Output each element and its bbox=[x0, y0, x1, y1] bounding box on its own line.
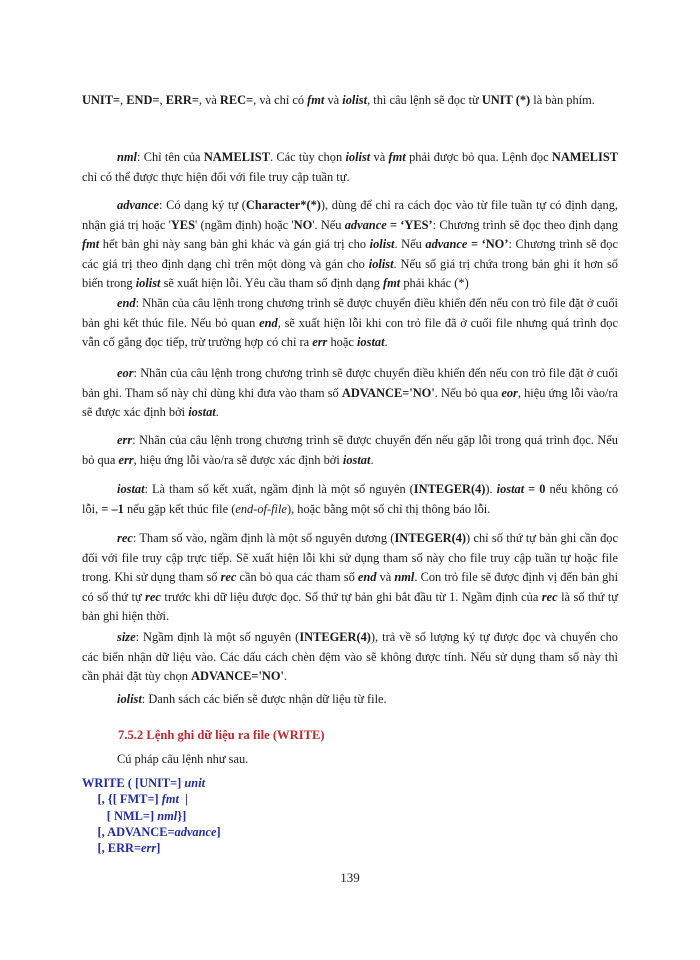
paragraph-advance: advance: Có dạng ký tự (Character*(*)), dùng để chỉ ra cách đọc vào từ file tuần tự có định dạng, nhận giá trị hoặc 'YES' (ngầm định) hoặc 'NO'. Nếu advance = ‘YES’: Chương trình sẽ đọc theo định dạng fmt hết bản ghi này sang bản ghi khác và gán giá trị cho iolist. Nếu advance = ‘NO’: Chương trình sẽ đọc các giá trị theo định dạng chỉ trên một dòng và gán cho iolist. Nếu số giá trị chứa trong bản ghi ít hơn số biến trong iolist sẽ xuất hiện lỗi. Yêu cầu tham số định dạng fmt phải khác (*) bbox=[82, 198, 619, 290]
paragraph-eor: eor: Nhãn của câu lệnh trong chương trình sẽ được chuyển điều khiển đến nếu con trỏ file đặt ở cuối bản ghi. Tham số này chỉ dùng khi đưa vào tham số ADVANCE='NO'. Nếu bỏ qua eor, hiệu ứng lỗi vào/ra sẽ được xác định bởi iostat. bbox=[82, 366, 618, 419]
write-syntax-block bbox=[82, 775, 221, 856]
paragraph-nml: nml: Chỉ tên của NAMELIST. Các tùy chọn iolist và fmt phải được bỏ qua. Lệnh đọc NAMELIST chỉ có thể được thực hiện đối với file truy cập tuần tự. bbox=[82, 150, 618, 184]
paragraph-rec: rec: Tham số vào, ngầm định là một số nguyên dương (INTEGER(4)) chỉ số thứ tự bản ghi cần đọc đối với file truy cập trực tiếp. Sẽ xuất hiện lỗi khi sử dụng tham số này cho file truy cập tuần tự hoặc file trong. Khi sử dụng tham số rec cần bỏ qua các tham số end và nml. Con trỏ file sẽ được định vị đến bản ghi có số thứ tự rec trước khi dữ liệu được đọc. Số thứ tự bản ghi bắt đầu từ 1. Ngầm định của rec là số thứ tự bản ghi hiện thời. bbox=[82, 531, 619, 623]
code-line: [ NML=] nml}] bbox=[82, 808, 187, 823]
paragraph-unit-continuation: UNIT=, END=, ERR=, và REC=, và chỉ có fmt và iolist, thì câu lệnh sẽ đọc từ UNIT (*) là bàn phím. bbox=[82, 93, 595, 107]
code-line: [, ERR=err] bbox=[82, 841, 161, 856]
code-line: [, {[ FMT=] fmt | bbox=[82, 792, 188, 807]
code-line: WRITE ( [UNIT=] unit bbox=[82, 776, 206, 790]
paragraph-iolist: iolist: Danh sách các biến sẽ được nhận dữ liệu từ file. bbox=[117, 692, 387, 706]
code-line: [, ADVANCE=advance] bbox=[82, 824, 221, 839]
paragraph-err: err: Nhãn của câu lệnh trong chương trình sẽ được chuyển đến nếu gặp lỗi trong quá trình đọc. Nếu bỏ qua err, hiệu ứng lỗi vào/ra sẽ được xác định bởi iostat. bbox=[82, 433, 618, 467]
section-heading: 7.5.2 Lệnh ghi dữ liệu ra file (WRITE) bbox=[118, 728, 325, 742]
syntax-intro: Cú pháp câu lệnh như sau. bbox=[117, 752, 249, 766]
paragraph-iostat: iostat: Là tham số kết xuất, ngầm định là một số nguyên (INTEGER(4)). iostat = 0 nếu không có lỗi, = –1 nếu gặp kết thúc file (end-of-file), hoặc bằng một số chỉ thị thông báo lỗi. bbox=[82, 482, 619, 516]
page-number: 139 bbox=[340, 870, 360, 885]
paragraph-end: end: Nhãn của câu lệnh trong chương trình sẽ được chuyển điều khiển đến nếu con trỏ file đặt ở cuối bản ghi kết thúc file. Nếu bỏ quan end, sẽ xuất hiện lỗi khi con trỏ file đã ở cuối file nhưng quá trình đọc vẫn cố gắng đọc tiếp, trừ trường hợp có chỉ ra err hoặc iostat. bbox=[82, 296, 619, 349]
paragraph-size: size: Ngầm định là một số nguyên (INTEGER(4)), trả về số lượng ký tự được đọc và chuyển cho các biến nhận dữ liệu vào. Các dấu cách chèn đệm vào sẽ không được tính. Nếu sử dụng tham số này thì cần phải đặt tùy chọn ADVANCE='NO'. bbox=[82, 630, 618, 683]
